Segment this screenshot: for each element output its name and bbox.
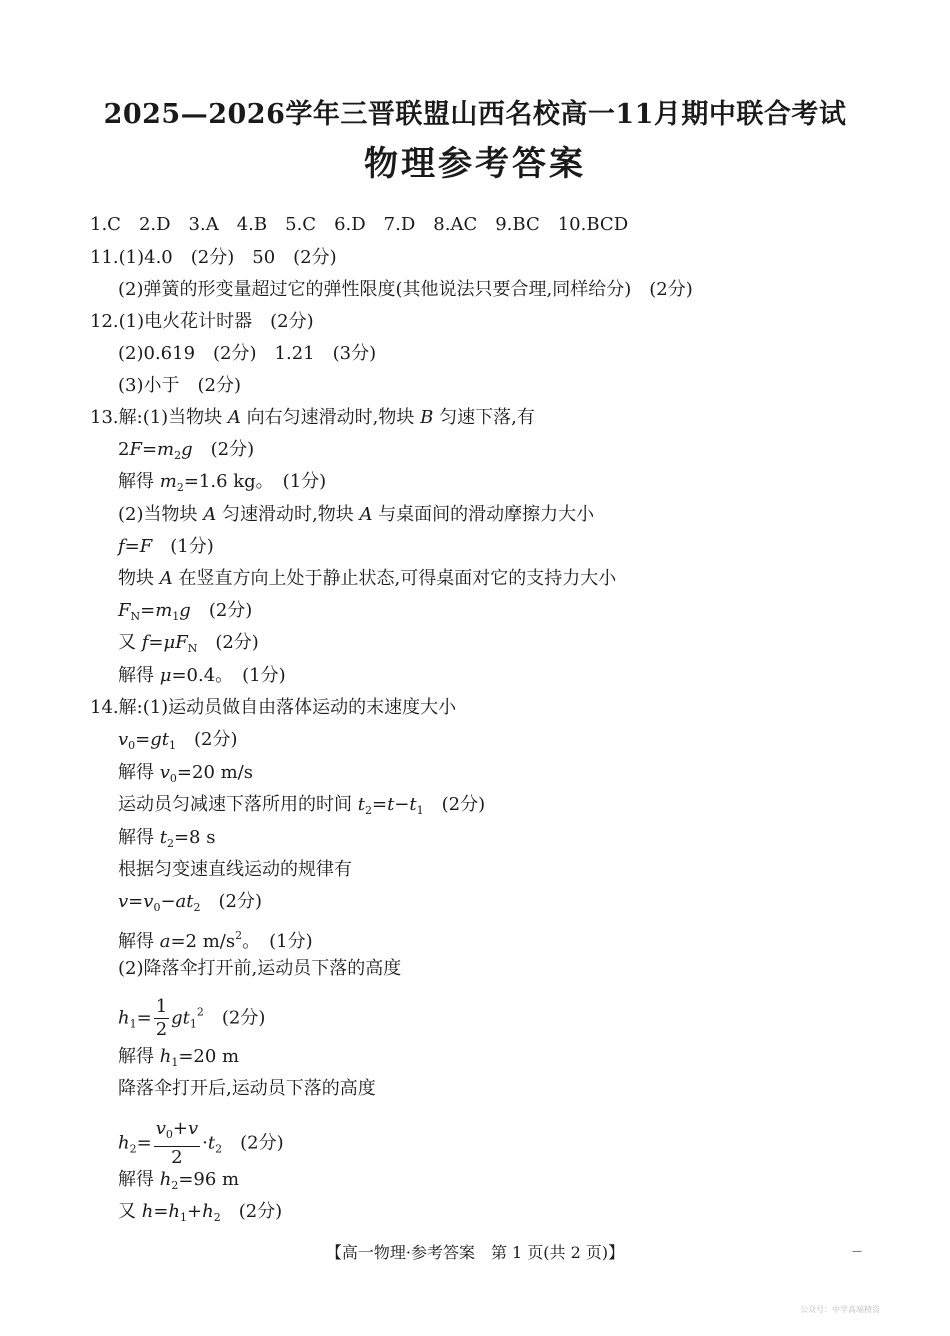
q14-rule-text: 根据匀变速直线运动的规律有 (118, 859, 352, 880)
document-subtitle: 物理参考答案 (364, 144, 586, 184)
page-footer: 【高一物理·参考答案 第 1 页(共 2 页)】 (325, 1243, 625, 1262)
score-mark: (2分) (238, 1201, 283, 1222)
q14-eq-h2: $h_2=$ $\frac{v_0+v}{2}$ $\cdot t_2$ (2分) (118, 1118, 284, 1168)
q14-result-t2: 解得 $t_2=8$ s (118, 827, 216, 850)
result-value: =8 s (173, 827, 216, 848)
solve-label: 解得 (118, 827, 154, 848)
score-mark: (2分) (441, 794, 486, 815)
q11-part1: 11.(1)4.0 (2分) 50 (2分) (90, 247, 337, 268)
corner-mark: — (852, 1246, 862, 1257)
q13-support-text: 物块 A 在竖直方向上处于静止状态,可得桌面对它的支持力大小 (118, 568, 617, 589)
text-seg: 运动员匀减速下落所用的时间 (118, 794, 352, 815)
q14-eq-v: $v=v_0-at_2$ (2分) (118, 891, 262, 914)
score-mark: (2分) (215, 632, 259, 653)
q13-eq-fF: f=F (1分) (118, 536, 214, 557)
q13-eq-FN: $F_N=m_1g$ (2分) (118, 600, 253, 623)
text-seg: 与桌面间的滑动摩擦力大小 (378, 504, 595, 525)
result-value: =0.4。 (1分) (171, 665, 286, 686)
q14-eq-h1: $h_1=$ $\frac{1}{2}$ $gt_1^2$ (2分) (118, 996, 266, 1040)
mc-answers: 1.C 2.D 3.A 4.B 5.C 6.D 7.D 8.AC 9.BC 10.BCD (90, 214, 629, 235)
q13-eq-mu: 又 $f=\mu F_N$ (2分) (118, 632, 259, 655)
q14-part2-head: (2)降落伞打开前,运动员下落的高度 (118, 958, 402, 979)
var-A: A (227, 407, 241, 428)
q13-head-text-b: 向右匀速滑动时,物块 (246, 407, 415, 428)
q14-eq-h-sum: 又 $h=h_1+h_2$ (2分) (118, 1201, 283, 1224)
fraction-half: $\frac{1}{2}$ (155, 996, 168, 1040)
q13-head-text-c: 匀速下落,有 (439, 407, 535, 428)
text-seg: 在竖直方向上处于静止状态,可得桌面对它的支持力大小 (178, 568, 617, 589)
watermark: 公众号：中学高端精资 (800, 1305, 880, 1314)
solve-label: 解得 (118, 931, 154, 952)
q13-eq-2F: $2F=m_2g$ (2分) (118, 439, 255, 462)
result-value: =20 m (178, 1046, 240, 1067)
q14-eq-t2: 运动员匀减速下落所用的时间 $t_2=t-t_1$ (2分) (118, 794, 486, 817)
text-seg: 物块 (118, 568, 154, 589)
solve-label: 解得 (118, 471, 154, 492)
q13-head (90, 405, 535, 431)
exam-title: 2025—2026学年三晋联盟山西名校高一11月期中联合考试 (103, 99, 847, 130)
score-mark: 。 (1分) (242, 931, 313, 952)
q14-result-a: 解得 a=2 $m/s^2$。 (1分) (118, 929, 313, 952)
q14-after-open-text: 降落伞打开后,运动员下落的高度 (118, 1078, 376, 1099)
q14-eq-v0: $v_0=gt_1$ (2分) (118, 729, 238, 752)
solve-label: 解得 (118, 762, 154, 783)
solve-label: 解得 (118, 1169, 154, 1190)
q14-head: 14.解:(1)运动员做自由落体运动的末速度大小 (90, 697, 457, 718)
score-mark: (2分) (194, 729, 238, 750)
text-seg: (2)当物块 (118, 504, 198, 525)
q13-result-m2: 解得 $m_2=1.6$ kg。 (1分) (118, 471, 327, 494)
fraction-avg-velocity: $\frac{v_0+v}{2}$ (155, 1118, 199, 1168)
q11-part2: (2)弹簧的形变量超过它的弹性限度(其他说法只要合理,同样给分) (2分) (118, 279, 693, 300)
text-seg: 又 (118, 1201, 136, 1222)
text-seg: 又 (118, 632, 136, 653)
q12-part2: (2)0.619 (2分) 1.21 (3分) (118, 343, 377, 364)
q12-part3: (3)小于 (2分) (118, 375, 241, 396)
score-mark: (2分) (218, 891, 262, 912)
q14-result-h1: 解得 $h_1=20$ m (118, 1046, 240, 1069)
q14-result-h2: 解得 $h_2=96$ m (118, 1169, 240, 1192)
q13-head-text: 13.解:(1)当物块 (90, 407, 223, 428)
score-mark: (2分) (240, 1132, 284, 1154)
solve-label: 解得 (118, 665, 154, 686)
q12-part1: 12.(1)电火花计时器 (2分) (90, 311, 314, 332)
score-mark: (2分) (210, 439, 255, 460)
solve-label: 解得 (118, 1046, 154, 1067)
score-mark: (2分) (221, 1007, 266, 1029)
result-value: =2 m/s (170, 931, 236, 952)
q13-part2-head: (2)当物块 A 匀速滑动时,物块 A 与桌面间的滑动摩擦力大小 (118, 504, 595, 525)
result-value: =1.6 kg。 (1分) (183, 471, 327, 492)
result-value: =96 m (178, 1169, 240, 1190)
score-mark: (2分) (208, 600, 253, 621)
score-mark: (1分) (170, 536, 214, 557)
q13-result-mu: 解得 μ=0.4。 (1分) (118, 665, 286, 686)
text-seg: 匀速滑动时,物块 (221, 504, 354, 525)
var-B: B (420, 407, 434, 428)
result-value: =20 m/s (176, 762, 253, 783)
q14-result-v0: 解得 $v_0=20$ m/s (118, 762, 253, 785)
